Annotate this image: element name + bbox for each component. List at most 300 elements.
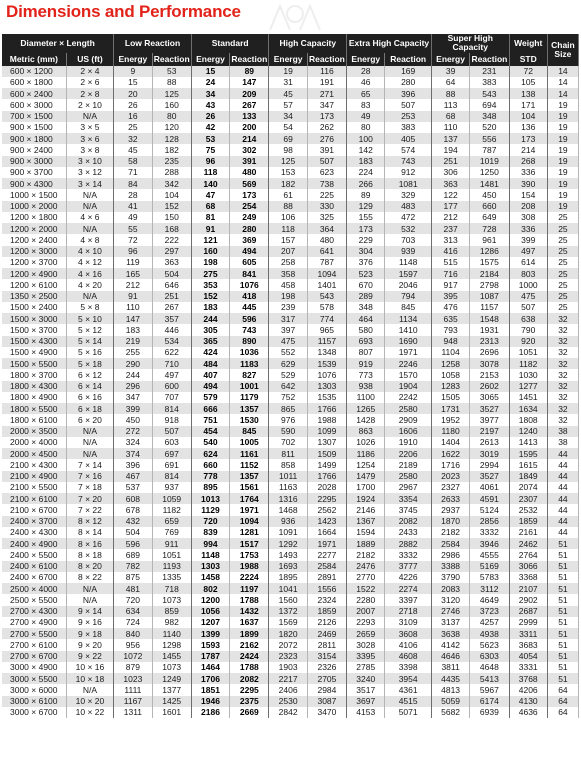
table-row <box>2 313 579 324</box>
cell-low-energy: 49 <box>114 212 152 223</box>
cell-high-reaction: 173 <box>307 111 346 122</box>
cell-us: 5 × 10 <box>66 313 114 324</box>
cell-weight: 790 <box>509 324 547 335</box>
cell-xhigh-reaction: 253 <box>385 111 432 122</box>
cell-metric: 1800 × 4300 <box>2 381 66 392</box>
cell-weight: 507 <box>509 302 547 313</box>
cell-std-energy: 244 <box>191 313 229 324</box>
cell-metric: 3000 × 4900 <box>2 662 66 673</box>
cell-weight: 1451 <box>509 392 547 403</box>
header-std: STD <box>509 53 547 66</box>
cell-low-reaction: 937 <box>152 482 191 493</box>
cell-weight: 1634 <box>509 403 547 414</box>
cell-std-reaction: 1764 <box>230 493 269 504</box>
header-energy: Energy <box>269 53 307 66</box>
cell-std-reaction: 2669 <box>230 707 269 718</box>
cell-super-energy: 3137 <box>431 617 469 628</box>
cell-weight: 136 <box>509 122 547 133</box>
cell-super-reaction: 3065 <box>470 392 509 403</box>
cell-us: N/A <box>66 201 114 212</box>
cell-std-reaction: 249 <box>230 212 269 223</box>
table-row <box>2 527 579 538</box>
cell-std-reaction: 596 <box>230 313 269 324</box>
cell-chain-size: 51 <box>547 662 578 673</box>
table-row <box>2 662 579 673</box>
cell-metric: 1000 × 2000 <box>2 201 66 212</box>
cell-chain-size: 51 <box>547 651 578 662</box>
cell-std-energy: 43 <box>191 99 229 110</box>
cell-std-energy: 895 <box>191 482 229 493</box>
cell-chain-size: 44 <box>547 504 578 515</box>
header-reaction: Reaction <box>308 53 345 64</box>
cell-super-reaction: 1250 <box>470 167 509 178</box>
cell-high-energy: 1895 <box>269 572 307 583</box>
cell-metric: 1000 × 1500 <box>2 189 66 200</box>
cell-high-reaction: 1099 <box>307 426 346 437</box>
cell-std-reaction: 391 <box>230 156 269 167</box>
cell-chain-size: 44 <box>547 493 578 504</box>
cell-low-reaction: 1193 <box>152 561 191 572</box>
cell-us: 4 × 10 <box>66 246 114 257</box>
cell-super-energy: 2083 <box>431 583 469 594</box>
cell-high-energy: 2072 <box>269 639 307 650</box>
cell-weight: 105 <box>509 77 547 88</box>
page-title: Dimensions and Performance <box>6 2 241 21</box>
cell-super-energy: 64 <box>431 77 469 88</box>
table-row <box>2 77 579 88</box>
cell-xhigh-energy: 807 <box>347 347 385 358</box>
cell-xhigh-energy: 65 <box>347 88 385 99</box>
cell-std-energy: 75 <box>191 144 229 155</box>
cell-metric: 1350 × 2500 <box>2 291 66 302</box>
table-row <box>2 471 579 482</box>
cell-std-energy: 660 <box>191 459 229 470</box>
cell-us: 8 × 18 <box>66 549 114 560</box>
cell-metric: 600 × 3000 <box>2 99 66 110</box>
cell-super-energy: 2986 <box>431 549 469 560</box>
cell-std-energy: 47 <box>191 189 229 200</box>
cell-low-energy: 84 <box>114 178 152 189</box>
cell-high-reaction: 1401 <box>307 279 346 290</box>
cell-low-reaction: 160 <box>152 99 191 110</box>
cell-metric: 1500 × 4900 <box>2 347 66 358</box>
cell-low-reaction: 168 <box>152 223 191 234</box>
cell-std-reaction: 173 <box>230 189 269 200</box>
cell-high-reaction: 2295 <box>307 493 346 504</box>
cell-low-reaction: 603 <box>152 437 191 448</box>
cell-low-energy: 290 <box>114 358 152 369</box>
cell-high-energy: 258 <box>269 257 307 268</box>
cell-std-energy: 484 <box>191 358 229 369</box>
cell-low-reaction: 497 <box>152 369 191 380</box>
cell-std-reaction: 445 <box>230 302 269 313</box>
cell-metric: 1200 × 1800 <box>2 212 66 223</box>
cell-low-reaction: 125 <box>152 88 191 99</box>
cell-weight: 3311 <box>509 628 547 639</box>
cell-metric: 2100 × 6100 <box>2 493 66 504</box>
cell-chain-size: 51 <box>547 606 578 617</box>
cell-super-reaction: 1019 <box>470 156 509 167</box>
cell-xhigh-energy: 2785 <box>347 662 385 673</box>
cell-low-energy: 183 <box>114 324 152 335</box>
cell-std-reaction: 1988 <box>230 561 269 572</box>
cell-std-reaction: 1788 <box>230 594 269 605</box>
cell-metric: 2400 × 6100 <box>2 561 66 572</box>
cell-xhigh-energy: 2476 <box>347 561 385 572</box>
cell-super-energy: 363 <box>431 178 469 189</box>
cell-high-reaction: 3087 <box>307 696 346 707</box>
cell-xhigh-reaction: 2967 <box>385 482 432 493</box>
cell-us: 5 × 18 <box>66 358 114 369</box>
cell-super-reaction: 5124 <box>470 504 509 515</box>
cell-xhigh-reaction: 1410 <box>385 324 432 335</box>
cell-super-energy: 237 <box>431 223 469 234</box>
cell-super-energy: 2584 <box>431 538 469 549</box>
cell-high-energy: 1560 <box>269 594 307 605</box>
cell-high-energy: 19 <box>269 66 307 77</box>
cell-low-reaction: 911 <box>152 538 191 549</box>
cell-chain-size: 14 <box>547 77 578 88</box>
cell-us: 4 × 12 <box>66 257 114 268</box>
cell-xhigh-energy: 464 <box>347 313 385 324</box>
cell-xhigh-energy: 919 <box>347 358 385 369</box>
cell-metric: 2500 × 5500 <box>2 594 66 605</box>
cell-xhigh-reaction: 5071 <box>385 707 432 718</box>
cell-xhigh-reaction: 1971 <box>385 347 432 358</box>
cell-metric: 700 × 1500 <box>2 111 66 122</box>
cell-std-reaction: 494 <box>230 246 269 257</box>
cell-super-energy: 1952 <box>431 414 469 425</box>
cell-std-reaction: 1753 <box>230 549 269 560</box>
cell-xhigh-energy: 693 <box>347 336 385 347</box>
cell-high-reaction: 191 <box>307 77 346 88</box>
table-row <box>2 572 579 583</box>
cell-super-energy: 3790 <box>431 572 469 583</box>
cell-std-energy: 1207 <box>191 617 229 628</box>
cell-high-energy: 397 <box>269 324 307 335</box>
cell-us: 9 × 22 <box>66 651 114 662</box>
header-low-reaction: Low Reaction <box>114 34 192 53</box>
cell-metric: 900 × 1800 <box>2 133 66 144</box>
cell-xhigh-reaction: 2189 <box>385 459 432 470</box>
cell-metric: 2400 × 4300 <box>2 527 66 538</box>
cell-chain-size: 25 <box>547 268 578 279</box>
cell-low-energy: 374 <box>114 448 152 459</box>
cell-high-energy: 1011 <box>269 471 307 482</box>
cell-xhigh-energy: 83 <box>347 99 385 110</box>
cell-xhigh-reaction: 1134 <box>385 313 432 324</box>
cell-xhigh-energy: 1026 <box>347 437 385 448</box>
table-row <box>2 392 579 403</box>
cell-xhigh-energy: 155 <box>347 212 385 223</box>
cell-us: 6 × 18 <box>66 403 114 414</box>
cell-xhigh-energy: 1254 <box>347 459 385 470</box>
cell-low-reaction: 982 <box>152 617 191 628</box>
cell-metric: 1800 × 3700 <box>2 369 66 380</box>
table-row <box>2 594 579 605</box>
cell-weight: 1595 <box>509 448 547 459</box>
table-row <box>2 639 579 650</box>
cell-low-reaction: 814 <box>152 403 191 414</box>
table-row <box>2 381 579 392</box>
cell-std-energy: 198 <box>191 257 229 268</box>
cell-xhigh-reaction: 794 <box>385 291 432 302</box>
cell-metric: 600 × 2400 <box>2 88 66 99</box>
cell-chain-size: 19 <box>547 189 578 200</box>
cell-std-energy: 579 <box>191 392 229 403</box>
cell-xhigh-reaction: 2274 <box>385 583 432 594</box>
cell-super-energy: 251 <box>431 156 469 167</box>
cell-weight: 2462 <box>509 538 547 549</box>
cell-high-energy: 61 <box>269 189 307 200</box>
cell-low-reaction: 710 <box>152 358 191 369</box>
cell-xhigh-energy: 3697 <box>347 696 385 707</box>
cell-high-reaction: 325 <box>307 212 346 223</box>
cell-metric: 1500 × 2400 <box>2 302 66 313</box>
header-energy: Energy <box>191 53 229 66</box>
cell-super-reaction: 2313 <box>470 336 509 347</box>
cell-xhigh-energy: 3028 <box>347 639 385 650</box>
cell-metric: 600 × 1200 <box>2 66 66 77</box>
cell-std-reaction: 254 <box>230 201 269 212</box>
table-row <box>2 358 579 369</box>
cell-metric: 2400 × 4900 <box>2 538 66 549</box>
cell-super-reaction: 694 <box>470 99 509 110</box>
table-row <box>2 201 579 212</box>
cell-high-reaction: 1556 <box>307 583 346 594</box>
cell-std-reaction: 369 <box>230 234 269 245</box>
cell-super-reaction: 3332 <box>470 527 509 538</box>
cell-chain-size: 25 <box>547 246 578 257</box>
cell-xhigh-energy: 376 <box>347 257 385 268</box>
cell-std-reaction: 1432 <box>230 606 269 617</box>
cell-chain-size: 51 <box>547 572 578 583</box>
cell-high-energy: 752 <box>269 392 307 403</box>
cell-super-energy: 1258 <box>431 358 469 369</box>
cell-std-reaction: 1152 <box>230 459 269 470</box>
cell-super-energy: 68 <box>431 111 469 122</box>
cell-metric: 1500 × 4300 <box>2 336 66 347</box>
cell-xhigh-reaction: 280 <box>385 77 432 88</box>
cell-xhigh-reaction: 1081 <box>385 178 432 189</box>
table-row <box>2 369 579 380</box>
cell-high-reaction: 1766 <box>307 403 346 414</box>
cell-chain-size: 32 <box>547 414 578 425</box>
cell-low-reaction: 1377 <box>152 684 191 695</box>
cell-low-energy: 875 <box>114 572 152 583</box>
cell-std-energy: 121 <box>191 234 229 245</box>
cell-super-reaction: 6174 <box>470 696 509 707</box>
cell-low-energy: 147 <box>114 313 152 324</box>
cell-low-energy: 1311 <box>114 707 152 718</box>
cell-xhigh-reaction: 4515 <box>385 696 432 707</box>
cell-chain-size: 25 <box>547 302 578 313</box>
cell-super-reaction: 5623 <box>470 639 509 650</box>
cell-xhigh-energy: 2182 <box>347 549 385 560</box>
cell-super-reaction: 4257 <box>470 617 509 628</box>
cell-chain-size: 19 <box>547 156 578 167</box>
table-row <box>2 302 579 313</box>
cell-high-energy: 1041 <box>269 583 307 594</box>
cell-xhigh-reaction: 912 <box>385 167 432 178</box>
cell-us: N/A <box>66 448 114 459</box>
cell-weight: 1182 <box>509 358 547 369</box>
cell-low-reaction: 504 <box>152 268 191 279</box>
cell-high-reaction: 330 <box>307 201 346 212</box>
cell-metric: 1800 × 6100 <box>2 414 66 425</box>
cell-us: 7 × 20 <box>66 493 114 504</box>
cell-high-energy: 529 <box>269 369 307 380</box>
table-row <box>2 538 579 549</box>
cell-std-reaction: 147 <box>230 77 269 88</box>
cell-std-reaction: 2295 <box>230 684 269 695</box>
cell-chain-size: 44 <box>547 459 578 470</box>
cell-metric: 2000 × 3500 <box>2 426 66 437</box>
cell-std-energy: 15 <box>191 66 229 77</box>
cell-std-energy: 454 <box>191 426 229 437</box>
cell-us: 2 × 4 <box>66 66 114 77</box>
cell-metric: 900 × 2400 <box>2 144 66 155</box>
cell-high-reaction: 1539 <box>307 358 346 369</box>
cell-chain-size: 25 <box>547 279 578 290</box>
table-row <box>2 133 579 144</box>
cell-chain-size: 19 <box>547 178 578 189</box>
cell-xhigh-reaction: 3397 <box>385 594 432 605</box>
cell-low-energy: 110 <box>114 302 152 313</box>
cell-std-energy: 666 <box>191 403 229 414</box>
cell-std-reaction: 1899 <box>230 628 269 639</box>
table-row <box>2 223 579 234</box>
cell-high-reaction: 578 <box>307 302 346 313</box>
cell-metric: 2700 × 6700 <box>2 651 66 662</box>
cell-weight: 3066 <box>509 561 547 572</box>
cell-low-reaction: 1601 <box>152 707 191 718</box>
cell-xhigh-reaction: 472 <box>385 212 432 223</box>
cell-weight: 2307 <box>509 493 547 504</box>
cell-xhigh-reaction: 532 <box>385 223 432 234</box>
cell-std-energy: 305 <box>191 324 229 335</box>
cell-high-reaction: 1988 <box>307 414 346 425</box>
cell-low-energy: 689 <box>114 549 152 560</box>
cell-high-reaction: 1157 <box>307 336 346 347</box>
cell-weight: 920 <box>509 336 547 347</box>
cell-metric: 2700 × 4900 <box>2 617 66 628</box>
cell-std-reaction: 267 <box>230 99 269 110</box>
cell-us: 4 × 20 <box>66 279 114 290</box>
cell-low-reaction: 1425 <box>152 696 191 707</box>
cell-super-energy: 4646 <box>431 651 469 662</box>
cell-xhigh-reaction: 2580 <box>385 471 432 482</box>
cell-std-reaction: 1788 <box>230 662 269 673</box>
table-row <box>2 234 579 245</box>
cell-low-reaction: 1140 <box>152 628 191 639</box>
cell-chain-size: 25 <box>547 212 578 223</box>
cell-weight: 104 <box>509 111 547 122</box>
cell-xhigh-energy: 1186 <box>347 448 385 459</box>
cell-metric: 2400 × 5500 <box>2 549 66 560</box>
cell-xhigh-reaction: 3354 <box>385 493 432 504</box>
cell-super-energy: 2746 <box>431 606 469 617</box>
cell-std-reaction: 280 <box>230 223 269 234</box>
cell-std-reaction: 1001 <box>230 381 269 392</box>
cell-xhigh-energy: 2293 <box>347 617 385 628</box>
cell-low-energy: 55 <box>114 223 152 234</box>
cell-super-energy: 476 <box>431 302 469 313</box>
cell-super-energy: 113 <box>431 99 469 110</box>
cell-xhigh-energy: 28 <box>347 66 385 77</box>
cell-low-reaction: 288 <box>152 167 191 178</box>
cell-chain-size: 51 <box>547 538 578 549</box>
cell-low-energy: 608 <box>114 493 152 504</box>
cell-super-energy: 4435 <box>431 673 469 684</box>
cell-xhigh-energy: 1265 <box>347 403 385 414</box>
cell-high-energy: 1903 <box>269 662 307 673</box>
cell-weight: 268 <box>509 156 547 167</box>
cell-super-energy: 416 <box>431 246 469 257</box>
cell-super-reaction: 2994 <box>470 459 509 470</box>
header-reaction: Reaction <box>231 53 268 64</box>
cell-std-energy: 1399 <box>191 628 229 639</box>
cell-super-energy: 5682 <box>431 707 469 718</box>
cell-high-energy: 118 <box>269 223 307 234</box>
table-row <box>2 707 579 718</box>
cell-super-energy: 2633 <box>431 493 469 504</box>
cell-weight: 2074 <box>509 482 547 493</box>
cell-super-reaction: 348 <box>470 111 509 122</box>
cell-metric: 2700 × 6100 <box>2 639 66 650</box>
cell-chain-size: 51 <box>547 617 578 628</box>
cell-xhigh-reaction: 2433 <box>385 527 432 538</box>
cell-us: 6 × 14 <box>66 381 114 392</box>
cell-high-energy: 125 <box>269 156 307 167</box>
cell-high-reaction: 2028 <box>307 482 346 493</box>
cell-us: 9 × 14 <box>66 606 114 617</box>
cell-std-reaction: 845 <box>230 426 269 437</box>
cell-high-energy: 865 <box>269 403 307 414</box>
cell-weight: 154 <box>509 189 547 200</box>
cell-us: 5 × 8 <box>66 302 114 313</box>
cell-std-reaction: 743 <box>230 324 269 335</box>
cell-chain-size: 51 <box>547 594 578 605</box>
cell-metric: 2000 × 4500 <box>2 448 66 459</box>
cell-metric: 900 × 4300 <box>2 178 66 189</box>
cell-us: 7 × 18 <box>66 482 114 493</box>
cell-std-reaction: 200 <box>230 122 269 133</box>
cell-weight: 1000 <box>509 279 547 290</box>
cell-std-energy: 424 <box>191 347 229 358</box>
cell-low-reaction: 1455 <box>152 651 191 662</box>
cell-us: 4 × 6 <box>66 212 114 223</box>
cell-us: 6 × 12 <box>66 369 114 380</box>
cell-super-energy: 137 <box>431 133 469 144</box>
cell-super-energy: 313 <box>431 234 469 245</box>
cell-low-reaction: 507 <box>152 426 191 437</box>
cell-super-reaction: 2602 <box>470 381 509 392</box>
cell-low-reaction: 1249 <box>152 673 191 684</box>
cell-high-energy: 207 <box>269 246 307 257</box>
cell-high-reaction: 774 <box>307 313 346 324</box>
table-row <box>2 122 579 133</box>
cell-chain-size: 44 <box>547 448 578 459</box>
cell-xhigh-reaction: 4106 <box>385 639 432 650</box>
table-row <box>2 156 579 167</box>
cell-super-energy: 1716 <box>431 459 469 470</box>
cell-low-energy: 20 <box>114 88 152 99</box>
cell-us: 6 × 20 <box>66 414 114 425</box>
cell-super-energy: 515 <box>431 257 469 268</box>
cell-xhigh-reaction: 483 <box>385 201 432 212</box>
cell-us: 7 × 14 <box>66 459 114 470</box>
